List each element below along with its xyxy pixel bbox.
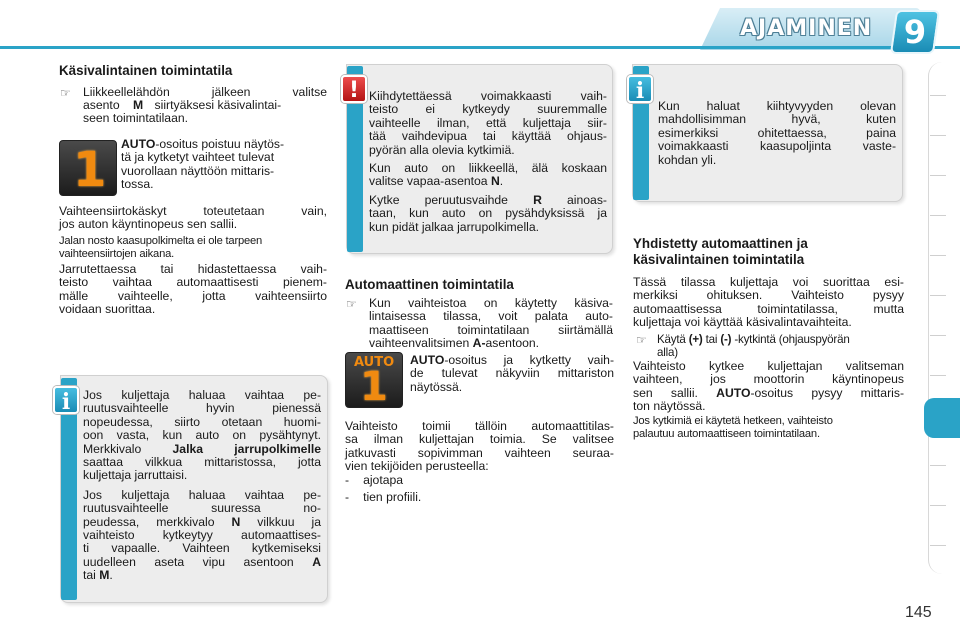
manual-bullet-line: Liikkeellelähdön jälkeen valitse <box>83 85 327 99</box>
index-tick <box>930 375 946 376</box>
section-index-tab-active[interactable] <box>924 398 960 438</box>
braking-paragraph: Jarrutettaessa tai hidastettaessa vaih- teisto vaihtaa automaattisesti pienem- mälle vaihteelle, jotta vaihteensiirto voidaan suorittaa. <box>59 262 327 317</box>
index-tick <box>930 295 946 296</box>
gear-digit: 1 <box>360 364 388 410</box>
pointing-hand-icon: ☞ <box>60 86 71 100</box>
manual-bullet-line: asento M siirtyäksesi käsivalintai- <box>83 98 282 112</box>
index-tick <box>930 135 946 136</box>
warning-exclamation-icon: ! <box>341 75 367 103</box>
index-tick <box>930 255 946 256</box>
automatic-operation-paragraph: Vaihteisto toimii tällöin automaattitilas- sa ilman kuljettajan toimia. Se valitsee jatkuvasti sopivimman vaihteen seuraa- vien tekijöiden perusteella: <box>345 419 614 474</box>
index-tick <box>930 335 946 336</box>
manual-bullet-line: seen toimintatilaan. <box>83 111 189 125</box>
auto-indicator-note: AUTO-osoitus poistuu näytös- tä ja kytketyt vaihteet tulevat vuorollaan näyttöön mittaris- tossa. <box>121 137 285 192</box>
chapter-title: AJAMINEN <box>740 16 873 41</box>
info-icon: i <box>627 75 653 103</box>
driving-factors-list <box>345 474 545 505</box>
section-index-rail <box>928 62 960 574</box>
gear-digit: 1 <box>73 142 107 198</box>
info-icon: i <box>53 386 79 414</box>
header-rule <box>0 46 960 49</box>
combined-mode-paragraph: Tässä tilassa kuljettaja voi suorittaa esi- merkiksi ohituksen. Vaihteisto pysyy automaattisessa toimintatilassa, mutta kuljettaja voi käyttää käsivalintavaihteita. <box>633 275 904 330</box>
automatic-mode-heading: Automaattinen toimintatila <box>345 277 514 292</box>
index-tick <box>930 465 946 466</box>
gear-auto-label: AUTO <box>354 355 395 370</box>
return-to-auto-paragraph: Jos kytkimiä ei käytetä hetkeen, vaihteisto palautuu automaattiseen toimintatilaan. <box>633 415 833 441</box>
index-tick <box>930 95 946 96</box>
list-item: - ajotapa <box>345 473 404 487</box>
warning-note-text: Kiihdytettäessä voimakkaasti vaih- teisto ei kytkeydy suuremmalle vaihteelle ilman, että kuljettaja siir- tää vaihdevipua tai käyttää ohjaus- pyörän alla olevia kytkimiä. Kun auto on liikkeellä, älä koskaan valitse vapaa-asentoa N. Kytke peruutusvaihde R ainoas- taan, kun auto on pysähdyksissä ja kun pidät jalkaa jarrupolkimella. <box>369 89 607 234</box>
page-number: 145 <box>905 604 932 621</box>
combined-mode-heading: Yhdistetty automaattinen ja käsivalintainen toimintatila <box>633 236 808 267</box>
paddle-switch-bullet: Käytä (+) tai (-) -kytkintä (ohjauspyörän alla) <box>657 333 850 360</box>
throttle-lift-paragraph: Jalan nosto kaasupolkimelta ei ole tarpeen vaihteensiirtojen aikana. <box>59 235 263 261</box>
index-tick <box>930 175 946 176</box>
pointing-hand-icon: ☞ <box>636 333 647 347</box>
gear-engagement-paragraph: Vaihteisto kytkee kuljettajan valitseman vaihteen, jos moottorin käyntinopeus sen sallii. AUTO-osoitus pysyy mittaris- ton näytössä. <box>633 359 904 414</box>
index-tick <box>930 545 946 546</box>
auto-display-note: AUTO-osoitus ja kytketty vaih- de tulevat näkyviin mittariston näytössä. <box>410 353 614 394</box>
shift-speed-paragraph: Vaihteensiirtokäskyt toteutetaan vain, jos auton käyntinopeus sen sallii. <box>59 204 327 232</box>
index-tick <box>930 215 946 216</box>
chapter-number: 9 <box>903 13 927 51</box>
list-item: - tien profiili. <box>345 490 422 505</box>
info-note-downshift-text: Jos kuljettaja haluaa vaihtaa pe- ruutusvaihteelle hyvin pienessä nopeudessa, siirto otetaan huomi- oon vasta, kun auto on pysähtynyt. Merkkivalo Jalka jarrupolkimelle saattaa vilkkua mittaristossa, jotta kuljettaja jarruttaisi. Jos kuljettaja haluaa vaihtaa pe- ruutusvaihteelle suuressa no- peudessa, merkkivalo N vilkkuu ja vaihteisto kytkeytyy automaattises- ti vapaalle. Vaihteen kytkemiseksi uudelleen aseta vipu asentoon A tai M. <box>83 388 322 583</box>
index-tick <box>930 505 946 506</box>
automatic-bullet: Kun vaihteistoa on käytetty käsiva- lintaisessa tilassa, voit palata auto- maattiseen toimintatilaan siirtämällä vaihteenvalitsimen A-asentoon. <box>369 296 613 351</box>
pointing-hand-icon: ☞ <box>346 297 357 311</box>
info-note-kickdown-text: Kun haluat kiihtyvyyden olevan mahdollisimman hyvä, kuten esimerkiksi ohitettaessa, paina voimakkaasti kaasupoljinta vaste- kohdan yli. <box>658 99 896 167</box>
manual-mode-heading: Käsivalintainen toimintatila <box>59 63 233 78</box>
